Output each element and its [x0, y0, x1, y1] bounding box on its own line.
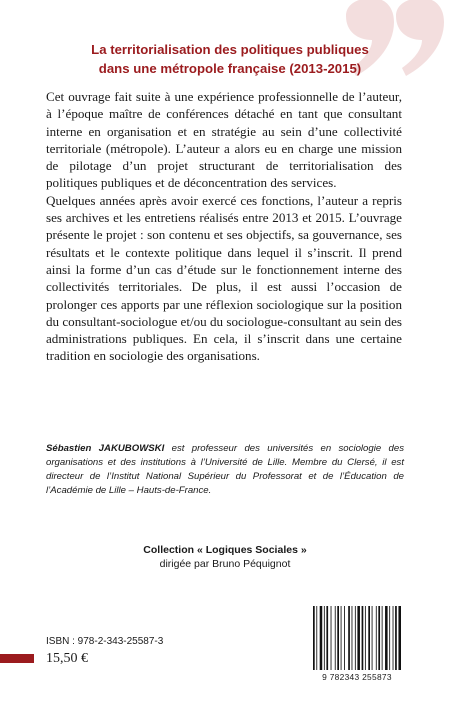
summary-paragraph: Quelques années après avoir exercé ces fonctions, l’auteur a repris ses archives et les entretiens réalisés entre 2013 et 2015. L’ouvrage présente le projet : son contenu et ses objectifs, sa gouvernance, ses résultats et le contexte politique dans lequel il s’inscrit. Il prend ainsi la forme d’un cas d’étude sur le fonctionnement interne des collectivités territoriales. De plus, il est aussi l’occasion de prolonger ces apports par une réflexion sociologique sur la position du consultant-sociologue et/ou du sociologue-consultant au sein des administrations publiques. En cela, il s’inscrit dans une certaine tradition en sociologie des organisations. — [46, 192, 403, 364]
author-name: Sébastien JAKUBOWSKI — [46, 443, 165, 454]
book-title-line2: dans une métropole française (2013-2015) — [98, 61, 362, 76]
book-title — [56, 40, 404, 78]
book-title-line1: La territorialisation des politiques publiques — [91, 42, 369, 57]
isbn: ISBN : 978-2-343-25587-3 — [46, 636, 164, 647]
collection-info — [0, 543, 450, 571]
summary-paragraph: Cet ouvrage fait suite à une expérience professionnelle de l’auteur, à l’époque maître de conférences détaché en tant que consultant interne en organisation et en stratégie au sein d’une collectivité territoriale (métropole). L’auteur a alors eu en charge une mission de pilotage d’un projet structurant de territorialisation des politiques publiques et de déconcentration des services. — [46, 89, 402, 191]
price: 15,50 € — [46, 651, 88, 666]
accent-bar — [0, 654, 34, 663]
collection-director: dirigée par Bruno Péquignot — [159, 558, 291, 570]
collection-name: Collection « Logiques Sociales » — [143, 544, 307, 556]
author-bio — [46, 442, 404, 498]
author-bio-text: est professeur des universités en sociologie des organisations et des institutions à l’Université de Lille. Membre du Clersé, il est directeur de l’Institut National Supérieur du Professorat et de l’Éducation de l’Académie de Lille – Hauts-de-France. — [46, 443, 405, 496]
barcode-number: 9 782343 255873 — [322, 672, 392, 682]
summary — [46, 88, 402, 365]
